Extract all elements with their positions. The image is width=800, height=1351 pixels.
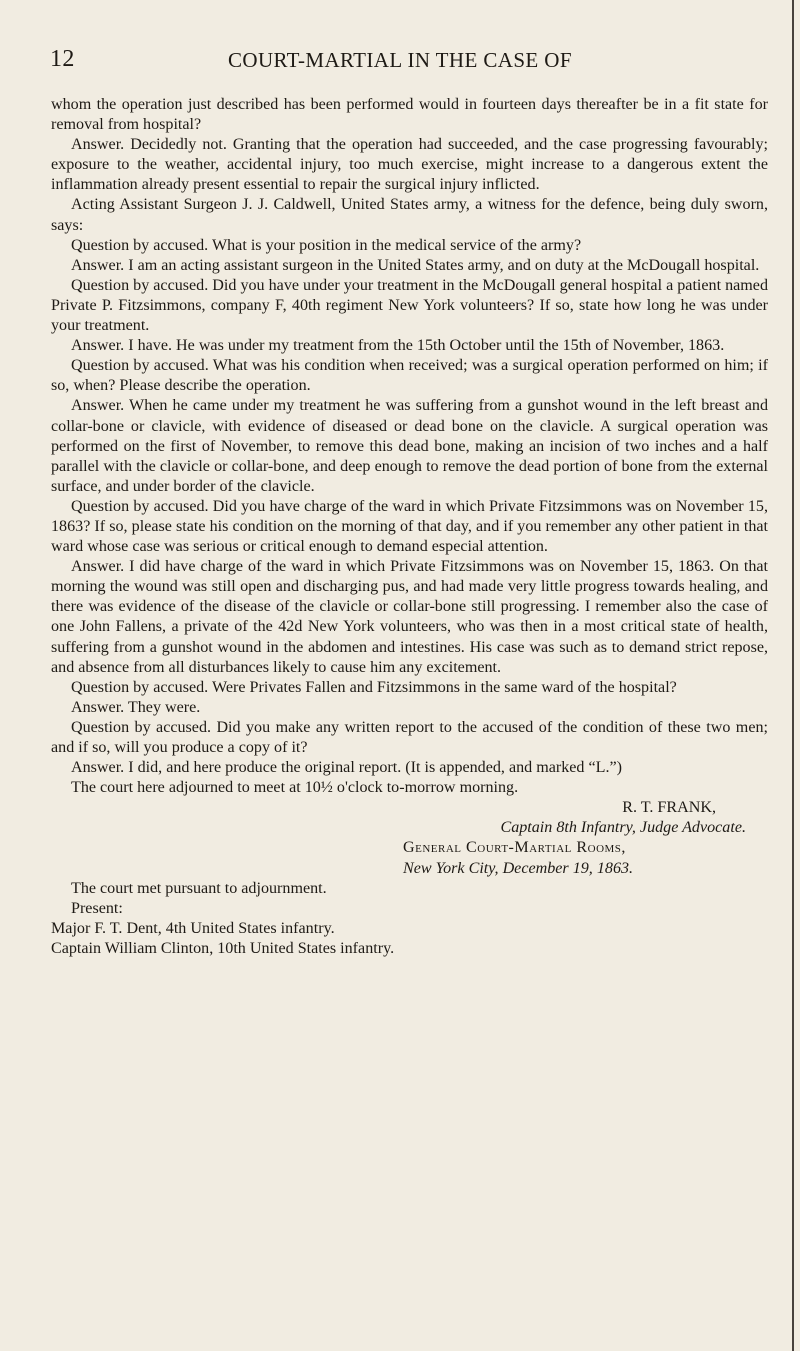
paragraph: Question by accused. Were Privates Fallen and Fitzsimmons in the same ward of the hospital? [71,678,677,696]
paragraph: Answer. They were. [71,698,201,716]
paragraph: Answer. I did have charge of the ward in which Private Fitzsimmons was on November 15, 1863. On that morning the wound was still open and discharging pus, and had made very little progress towards healing, and there was evidence of the disease of the clavicle or collar-bone still progressing. I remember also the case of one John Fallens, a private of the 42d New York volunteers, who was then in a most critical state of health, suffering from a gunshot wound in the abdomen and intestines. His case was such as to demand strict repose, and absence from all disturbances likely to cause him any excitement. [51,558,768,676]
page-number: 12 [50,46,75,72]
page-edge-line [792,0,794,1351]
paragraph: whom the operation just described has been performed would in fourteen days thereafter be in a fit state for removal from hospital? [51,96,768,134]
running-title: COURT-MARTIAL IN THE CASE OF [228,48,572,72]
paragraph: Answer. I have. He was under my treatment from the 15th October until the 15th of November, 1863. [71,337,725,355]
running-head [50,46,770,74]
paragraph: Question by accused. Did you have charge of the ward in which Private Fitzsimmons was on November 15, 1863? If so, please state his condition on the morning of that day, and if you remember any other patient in that ward whose case was serious or critical enough to demand especial attention. [51,497,768,556]
paragraph: Answer. I did, and here produce the original report. (It is appended, and marked “L.”) [71,759,623,777]
session-paragraphs [51,879,768,959]
paragraph: Question by accused. What is your position in the medical service of the army? [71,236,582,254]
paragraph: Present: [71,899,123,917]
paragraph: Question by accused. Did you have under your treatment in the McDougall general hospital a patient named Private P. Fitzsimmons, company F, 40th regiment New York volunteers? If so, state how long he was under your treatment. [51,276,768,335]
paragraph: Captain William Clinton, 10th United States infantry. [51,939,395,957]
paragraph: Answer. When he came under my treatment he was suffering from a gunshot wound in the left breast and collar-bone or clavicle, with evidence of diseased or dead bone on the clavicle. A surgical operation was performed on the first of November, to remove this dead bone, making an incision of two inches and a half parallel with the clavicle or collar-bone, and deep enough to remove the dead portion of bone from the external surface, and under border of the clavicle. [51,397,768,495]
place-rooms: General Court-Martial Rooms, [403,839,626,857]
signature-title: Captain 8th Infantry, Judge Advocate. [500,819,746,837]
paragraph: Answer. Decidedly not. Granting that the operation had succeeded, and the case progressing favourably; exposure to the weather, accidental injury, too much exercise, might increase to a dangerous extent the inflammation already present essential to repair the surgical injury inflicted. [51,136,768,194]
paragraph: Question by accused. Did you make any written report to the accused of the condition of these two men; and if so, will you produce a copy of it? [51,718,768,756]
signature-name: R. T. FRANK, [622,799,716,817]
place-location: New York City, December 19, 1863. [403,859,634,877]
paragraph: The court met pursuant to adjournment. [71,879,327,897]
body-text [51,95,768,959]
paragraph: Question by accused. What was his condition when received; was a surgical operation performed on him; if so, when? Please describe the operation. [51,357,768,395]
paragraph: Answer. I am an acting assistant surgeon in the United States army, and on duty at the McDougall hospital. [71,256,760,274]
paragraph: Major F. T. Dent, 4th United States infantry. [51,919,335,937]
paragraph: The court here adjourned to meet at 10½ o'clock to-morrow morning. [71,779,519,797]
testimony-paragraphs [51,95,768,798]
paragraph: Acting Assistant Surgeon J. J. Caldwell, United States army, a witness for the defence, being duly sworn, says: [51,196,768,234]
place-heading [51,838,768,878]
